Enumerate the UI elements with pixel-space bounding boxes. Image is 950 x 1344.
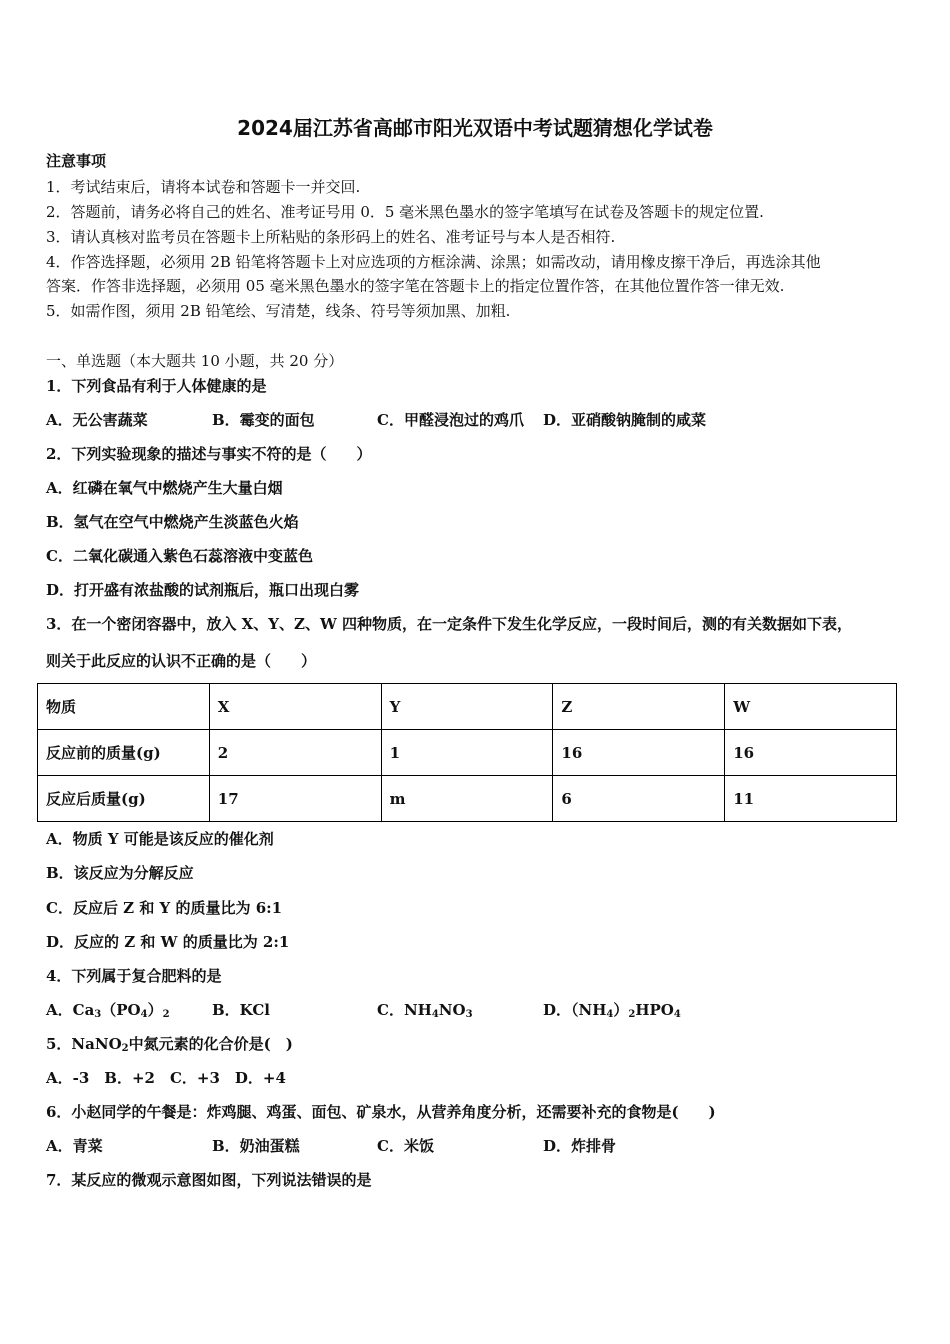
q4-option-d: D．$(NH_4)_2HPO_4$ <box>543 1001 681 1020</box>
notice-item: 5．如需作图，须用 2B 铅笔绘、写清楚，线条、符号等须加黑、加粗. <box>46 302 511 320</box>
q1-option-b: B．霉变的面包 <box>212 411 315 429</box>
notice-heading: 注意事项 <box>46 152 107 170</box>
question-3-stem: 3．在一个密闭容器中，放入 X、Y、Z、W 四种物质，在一定条件下发生化学反应，一段时间后，测的有关数据如下表， <box>46 615 853 633</box>
question-3-stem-cont: 则关于此反应的认识不正确的是（ ） <box>46 652 317 670</box>
q3-option-b: B．该反应为分解反应 <box>46 864 194 882</box>
table-cell: m <box>381 776 553 822</box>
table-cell: 反应前的质量(g) <box>38 730 210 776</box>
q2-option-b: B．氢气在空气中燃烧产生淡蓝色火焰 <box>46 513 299 531</box>
notice-item: 2．答题前，请务必将自己的姓名、准考证号用 0．5 毫米黑色墨水的签字笔填写在试卷及答题卡的规定位置. <box>46 203 764 221</box>
table-cell: 2 <box>209 730 381 776</box>
question-1-stem: 1．下列食品有利于人体健康的是 <box>46 377 267 395</box>
table-cell: W <box>725 684 897 730</box>
table-cell: Y <box>381 684 553 730</box>
notice-item: 1．考试结束后，请将本试卷和答题卡一并交回. <box>46 178 361 196</box>
table-header-row <box>38 684 897 730</box>
table-cell: 11 <box>725 776 897 822</box>
question-2-stem: 2．下列实验现象的描述与事实不符的是（ ） <box>46 445 372 463</box>
q1-option-c: C．甲醛浸泡过的鸡爪 <box>377 411 524 429</box>
q6-option-b: B．奶油蛋糕 <box>212 1137 300 1155</box>
notice-item: 4．作答选择题，必须用 2B 铅笔将答题卡上对应选项的方框涂满、涂黑；如需改动，请用橡皮擦干净后，再选涂其他 <box>46 253 821 271</box>
question-5-stem: 5．NaNO$_2$中氮元素的化合价是( ) <box>46 1035 293 1054</box>
table-cell: 16 <box>725 730 897 776</box>
table-cell: X <box>209 684 381 730</box>
table-cell: 物质 <box>38 684 210 730</box>
data-table <box>37 683 897 822</box>
section-heading: 一、单选题（本大题共 10 小题，共 20 分） <box>46 352 344 370</box>
q1-option-d: D．亚硝酸钠腌制的咸菜 <box>543 411 707 429</box>
table-cell: 6 <box>553 776 725 822</box>
notice-item: 答案．作答非选择题，必须用 05 毫米黑色墨水的签字笔在答题卡上的指定位置作答，在其他位置作答一律无效. <box>46 277 785 295</box>
q2-option-d: D．打开盛有浓盐酸的试剂瓶后，瓶口出现白雾 <box>46 581 360 599</box>
q4-option-c: C．$NH_4NO_3$ <box>377 1001 473 1020</box>
notice-item: 3．请认真核对监考员在答题卡上所粘贴的条形码上的姓名、准考证号与本人是否相符. <box>46 228 616 246</box>
q2-option-c: C．二氧化碳通入紫色石蕊溶液中变蓝色 <box>46 547 313 565</box>
table-row <box>38 730 897 776</box>
question-7-stem: 7．某反应的微观示意图如图，下列说法错误的是 <box>46 1171 372 1189</box>
q6-option-d: D．炸排骨 <box>543 1137 617 1155</box>
q3-option-c: C．反应后 Z 和 Y 的质量比为 6:1 <box>46 899 283 917</box>
question-6-stem: 6．小赵同学的午餐是：炸鸡腿、鸡蛋、面包、矿泉水，从营养角度分析，还需要补充的食物是( ) <box>46 1103 716 1121</box>
q4-option-b: B．KCl <box>212 1001 270 1019</box>
table-cell: 16 <box>553 730 725 776</box>
q3-option-d: D．反应的 Z 和 W 的质量比为 2:1 <box>46 933 290 951</box>
q6-option-a: A．青菜 <box>46 1137 103 1155</box>
q4-option-a: A．$Ca_3(PO_4)_2$ <box>46 1001 170 1020</box>
q6-option-c: C．米饭 <box>377 1137 434 1155</box>
question-4-stem: 4．下列属于复合肥料的是 <box>46 967 222 985</box>
q5-options: A．-3 B．+2 C．+3 D．+4 <box>46 1069 286 1087</box>
page-title: 2024届江苏省高邮市阳光双语中考试题猜想化学试卷 <box>237 116 713 140</box>
q1-option-a: A．无公害蔬菜 <box>46 411 148 429</box>
q3-option-a: A．物质 Y 可能是该反应的催化剂 <box>46 830 274 848</box>
q2-option-a: A．红磷在氧气中燃烧产生大量白烟 <box>46 479 283 497</box>
table-cell: 17 <box>209 776 381 822</box>
table-cell: 1 <box>381 730 553 776</box>
table-row <box>38 776 897 822</box>
table-cell: Z <box>553 684 725 730</box>
table-cell: 反应后质量(g) <box>38 776 210 822</box>
